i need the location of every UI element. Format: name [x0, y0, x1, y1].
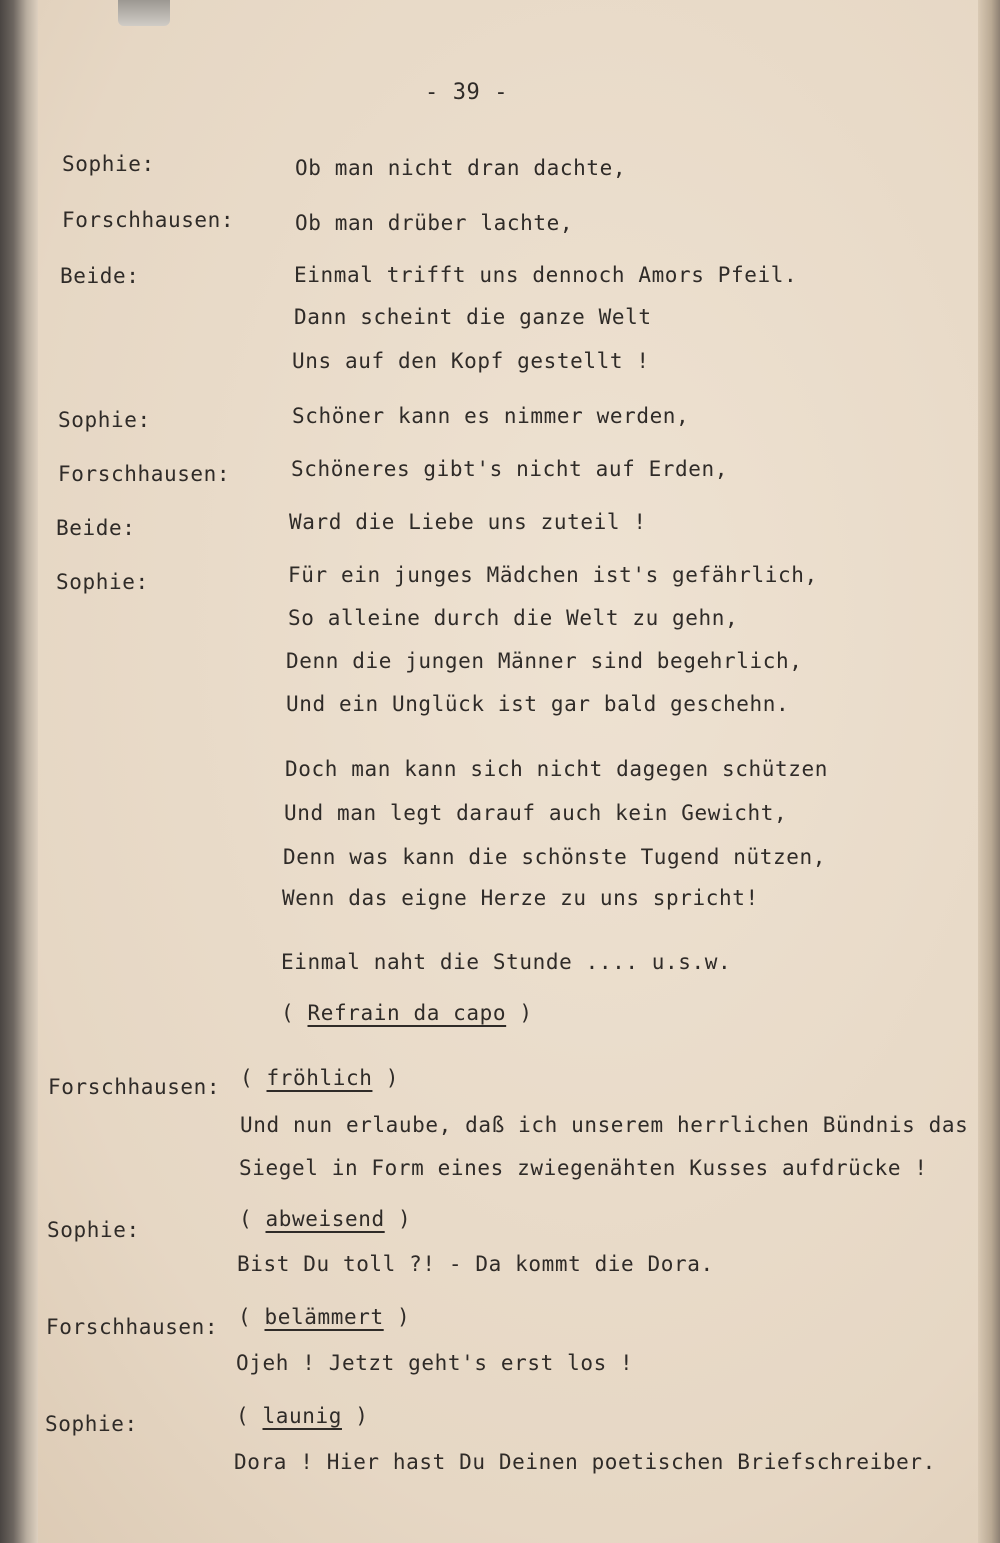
paren-close: )	[383, 1305, 411, 1329]
speaker: Forschhausen:	[62, 208, 235, 232]
dialogue-line: Dann scheint die ganze Welt	[294, 305, 652, 329]
direction-text: fröhlich	[266, 1066, 373, 1090]
paren-close: )	[384, 1207, 412, 1231]
page-edge	[978, 0, 1000, 1543]
direction-text: launig	[262, 1404, 342, 1428]
direction-text: Refrain da capo	[307, 1001, 507, 1025]
dialogue-line: Bist Du toll ?! - Da kommt die Dora.	[237, 1252, 714, 1276]
speaker: Sophie:	[45, 1412, 138, 1436]
dialogue-line: Einmal trifft uns dennoch Amors Pfeil.	[294, 263, 798, 287]
dialogue-line: Ob man drüber lachte,	[295, 211, 574, 235]
stage-direction	[240, 1066, 399, 1090]
stage-direction	[281, 1001, 533, 1025]
speaker: Sophie:	[62, 152, 155, 176]
paren-open: (	[281, 1001, 308, 1025]
speaker: Sophie:	[47, 1218, 140, 1242]
speaker: Sophie:	[56, 570, 149, 594]
paren-open: (	[239, 1207, 266, 1231]
paren-open: (	[236, 1404, 263, 1428]
direction-text: belämmert	[264, 1305, 384, 1329]
page-number: - 39 -	[425, 80, 509, 105]
dialogue-line: Und nun erlaube, daß ich unserem herrlichen Bündnis das	[240, 1113, 969, 1137]
stage-direction	[236, 1404, 368, 1428]
dialogue-line: So alleine durch die Welt zu gehn,	[288, 606, 739, 630]
book-binding	[0, 0, 38, 1543]
dialogue-line: Ob man nicht dran dachte,	[295, 156, 627, 180]
dialogue-line: Doch man kann sich nicht dagegen schützen	[285, 757, 828, 781]
dialogue-line: Für ein junges Mädchen ist's gefährlich,	[288, 563, 818, 587]
dialogue-line: Ojeh ! Jetzt geht's erst los !	[236, 1351, 634, 1375]
speaker: Forschhausen:	[46, 1315, 219, 1339]
paren-close: )	[341, 1404, 369, 1428]
page-clip	[118, 0, 170, 26]
paren-close: )	[372, 1066, 399, 1090]
speaker: Sophie:	[58, 408, 151, 432]
dialogue-line: Ward die Liebe uns zuteil !	[289, 510, 647, 534]
dialogue-line: Und ein Unglück ist gar bald geschehn.	[286, 692, 790, 716]
direction-text: abweisend	[265, 1207, 385, 1231]
dialogue-line: Siegel in Form eines zwiegenähten Kusses aufdrücke !	[239, 1156, 928, 1180]
stage-direction	[239, 1207, 411, 1231]
paren-open: (	[240, 1066, 267, 1090]
dialogue-line: Denn was kann die schönste Tugend nützen,	[283, 845, 826, 869]
dialogue-line: Denn die jungen Männer sind begehrlich,	[286, 649, 803, 673]
dialogue-line: Dora ! Hier hast Du Deinen poetischen Briefschreiber.	[234, 1450, 936, 1474]
dialogue-line: Schöneres gibt's nicht auf Erden,	[291, 457, 729, 481]
dialogue-line: Einmal naht die Stunde .... u.s.w.	[281, 950, 732, 974]
paren-open: (	[238, 1305, 265, 1329]
speaker: Beide:	[60, 264, 140, 288]
speaker: Beide:	[56, 516, 136, 540]
dialogue-line: Schöner kann es nimmer werden,	[292, 404, 690, 428]
dialogue-line: Und man legt darauf auch kein Gewicht,	[284, 801, 788, 825]
stage-direction	[238, 1305, 410, 1329]
speaker: Forschhausen:	[58, 462, 231, 486]
speaker: Forschhausen:	[48, 1075, 221, 1099]
paren-close: )	[506, 1001, 533, 1025]
dialogue-line: Uns auf den Kopf gestellt !	[292, 349, 650, 373]
dialogue-line: Wenn das eigne Herze zu uns spricht!	[282, 886, 759, 910]
